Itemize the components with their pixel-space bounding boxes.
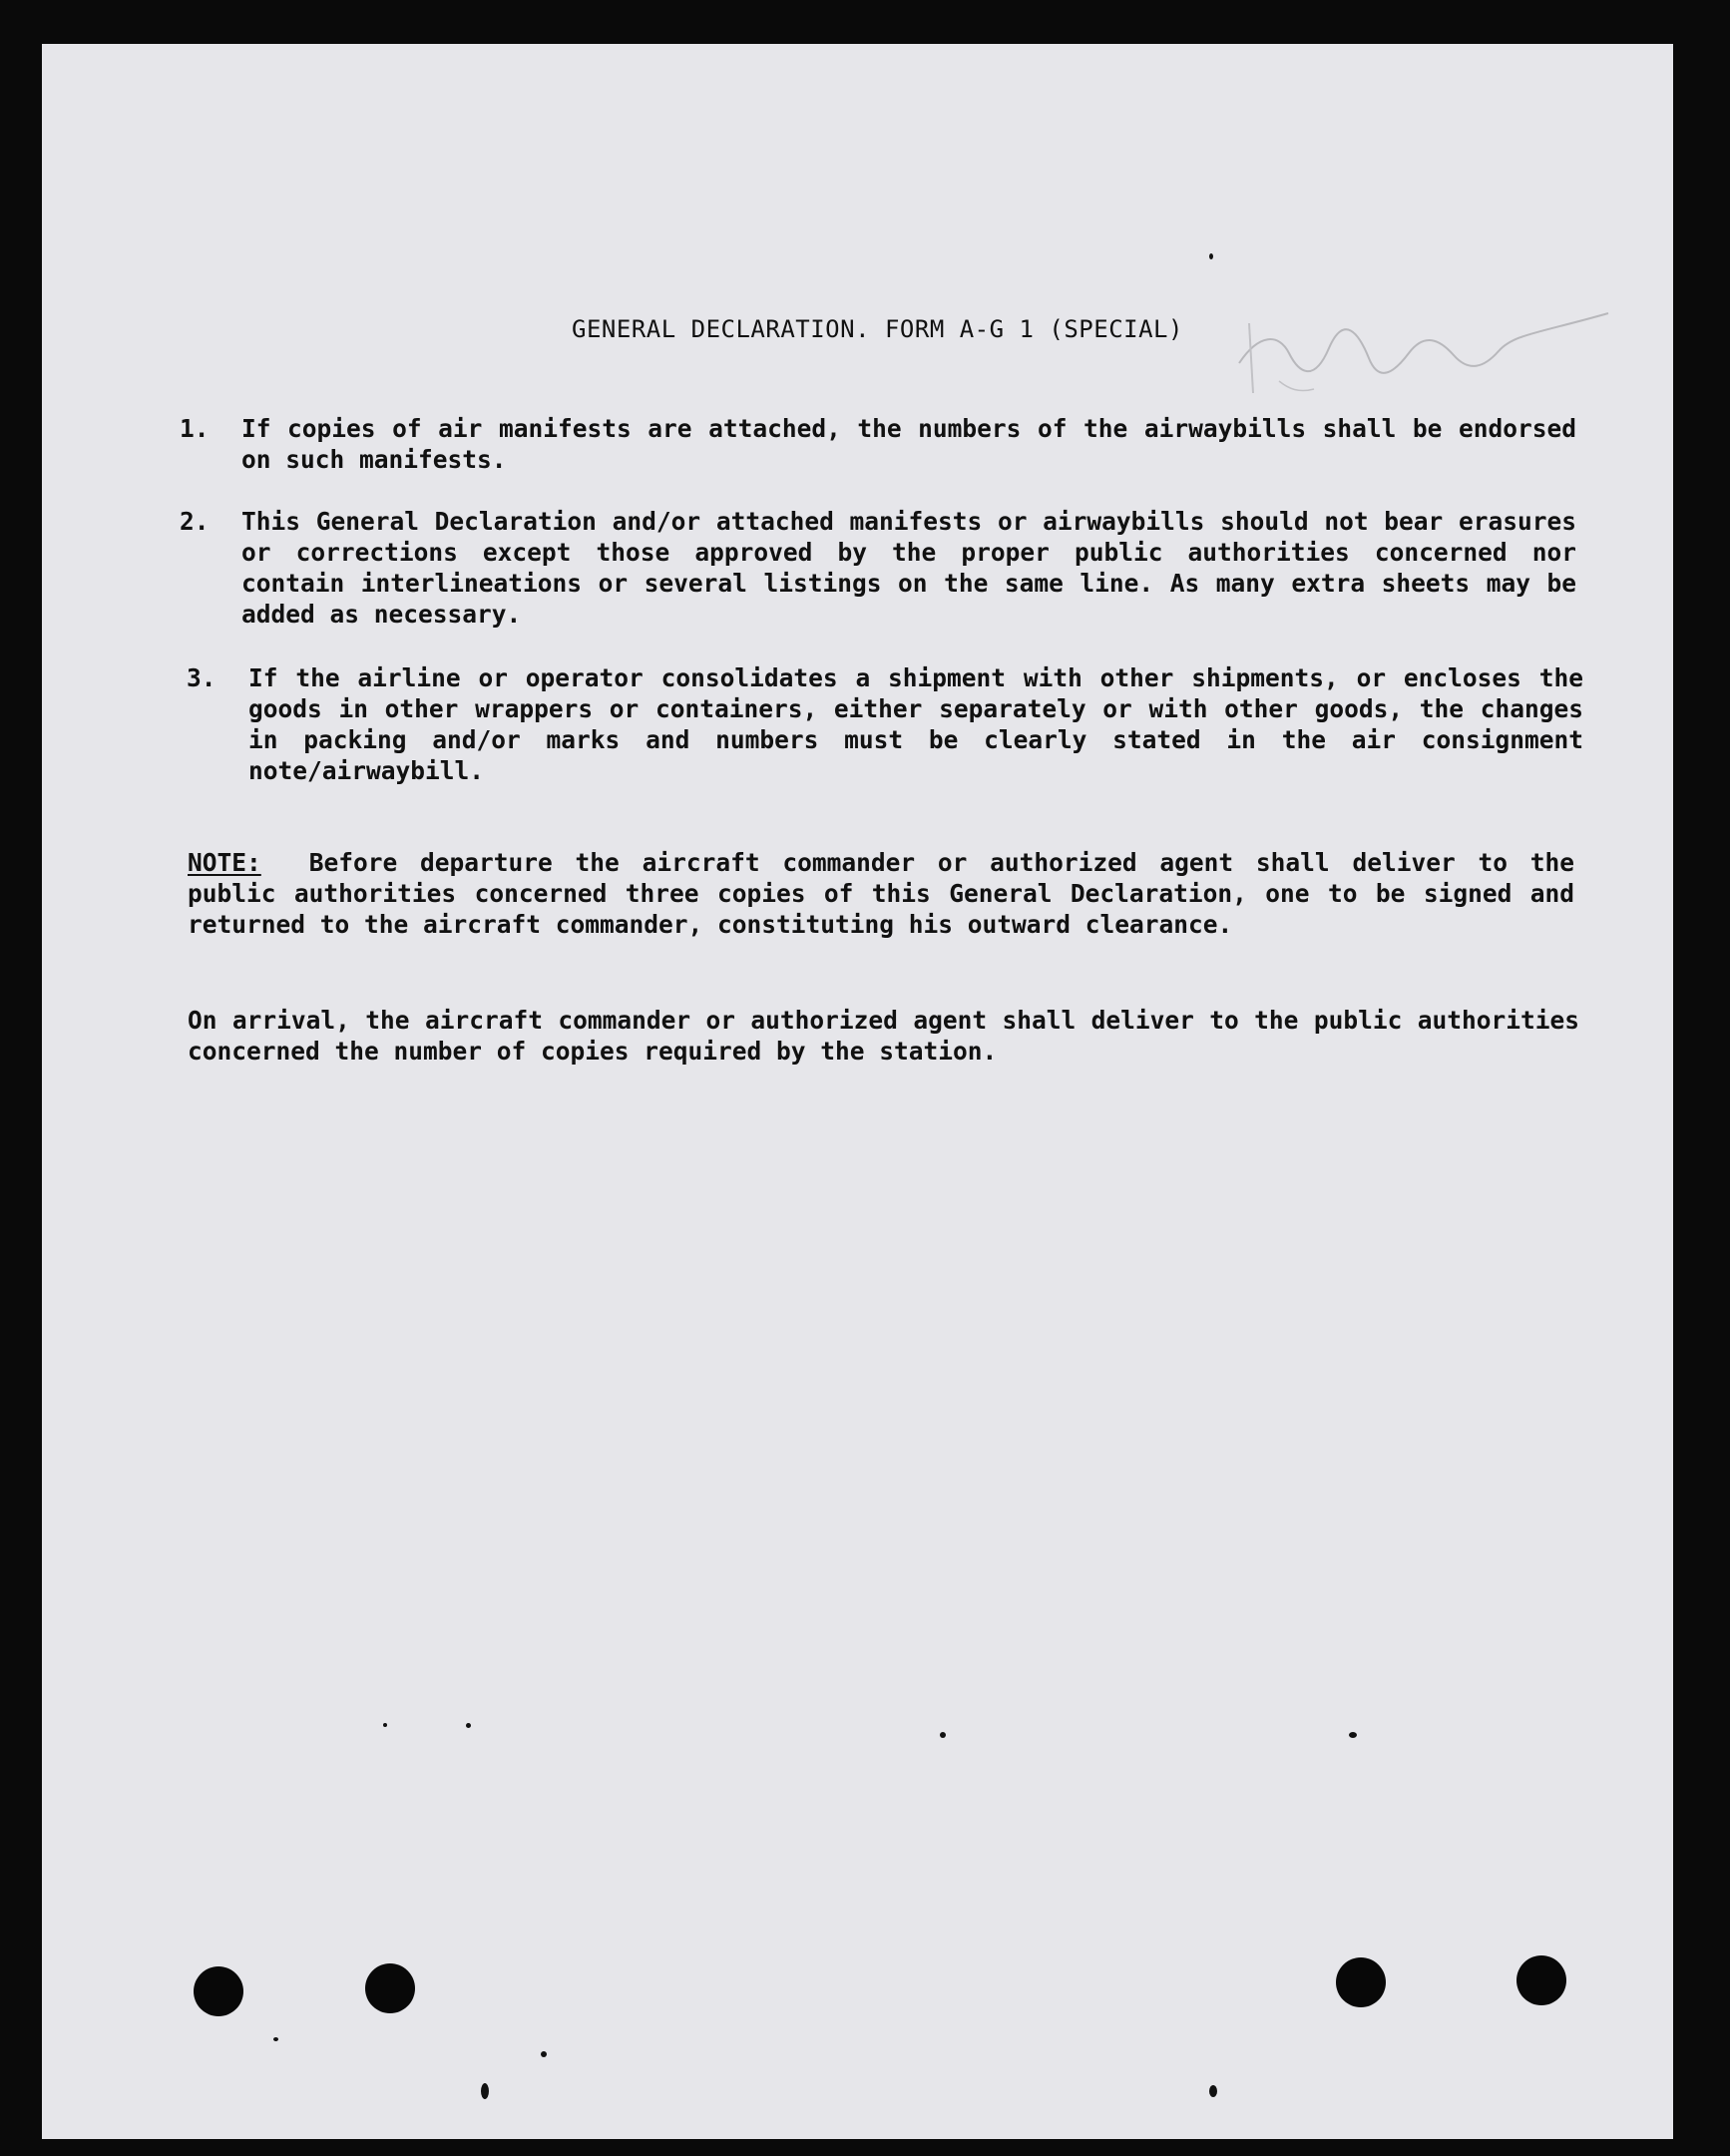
list-item-text: If the airline or operator consolidates a shipment with other shipments, or encloses the goods in other wrappers or containers, either separately or with other goods, the changes in packing and/or marks and numbers must be clearly stated in the air consignment note/airwaybill.: [248, 663, 1583, 785]
note-text: Before departure the aircraft commander or authorized agent shall deliver to the public authorities concerned three copies of this General Declaration, one to be signed and returned to the aircraft commander, constituting his outward clearance.: [188, 848, 1574, 939]
punch-hole: [365, 1963, 415, 2013]
list-item: [180, 413, 1576, 475]
note-paragraph: [188, 847, 1574, 940]
arrival-paragraph: On arrival, the aircraft commander or authorized agent shall deliver to the public authorities concerned the number of copies required by the station.: [188, 1006, 1579, 1066]
paper-sheet: [42, 44, 1673, 2139]
list-item-text: This General Declaration and/or attached manifests or airwaybills should not bear erasures or corrections except those approved by the proper public authorities concerned nor contain interlineations or several listings on the same line. As many extra sheets may be added as necessary.: [241, 507, 1576, 629]
speck: [383, 1723, 387, 1727]
speck: [1209, 253, 1213, 259]
punch-hole: [194, 1966, 243, 2016]
speck: [1349, 1732, 1357, 1738]
list-item: [180, 506, 1576, 630]
speck: [541, 2051, 547, 2057]
punch-hole: [1336, 1957, 1386, 2007]
punch-hole: [1516, 1955, 1566, 2005]
document-page: [42, 44, 1673, 2139]
list-item: [187, 662, 1583, 786]
list-item-number: 3.: [187, 663, 216, 692]
list-item-number: 2.: [180, 507, 210, 536]
page-title: GENERAL DECLARATION. FORM A-G 1 (SPECIAL): [572, 315, 1183, 343]
list-item-number: 1.: [180, 414, 210, 443]
speck: [466, 1723, 471, 1728]
list-item-text: If copies of air manifests are attached, the numbers of the airwaybills shall be endorsed on such manifests.: [241, 414, 1576, 474]
speck: [273, 2037, 278, 2041]
speck: [1209, 2085, 1217, 2097]
speck: [940, 1732, 946, 1738]
note-label: NOTE:: [188, 848, 261, 877]
speck: [481, 2083, 489, 2099]
